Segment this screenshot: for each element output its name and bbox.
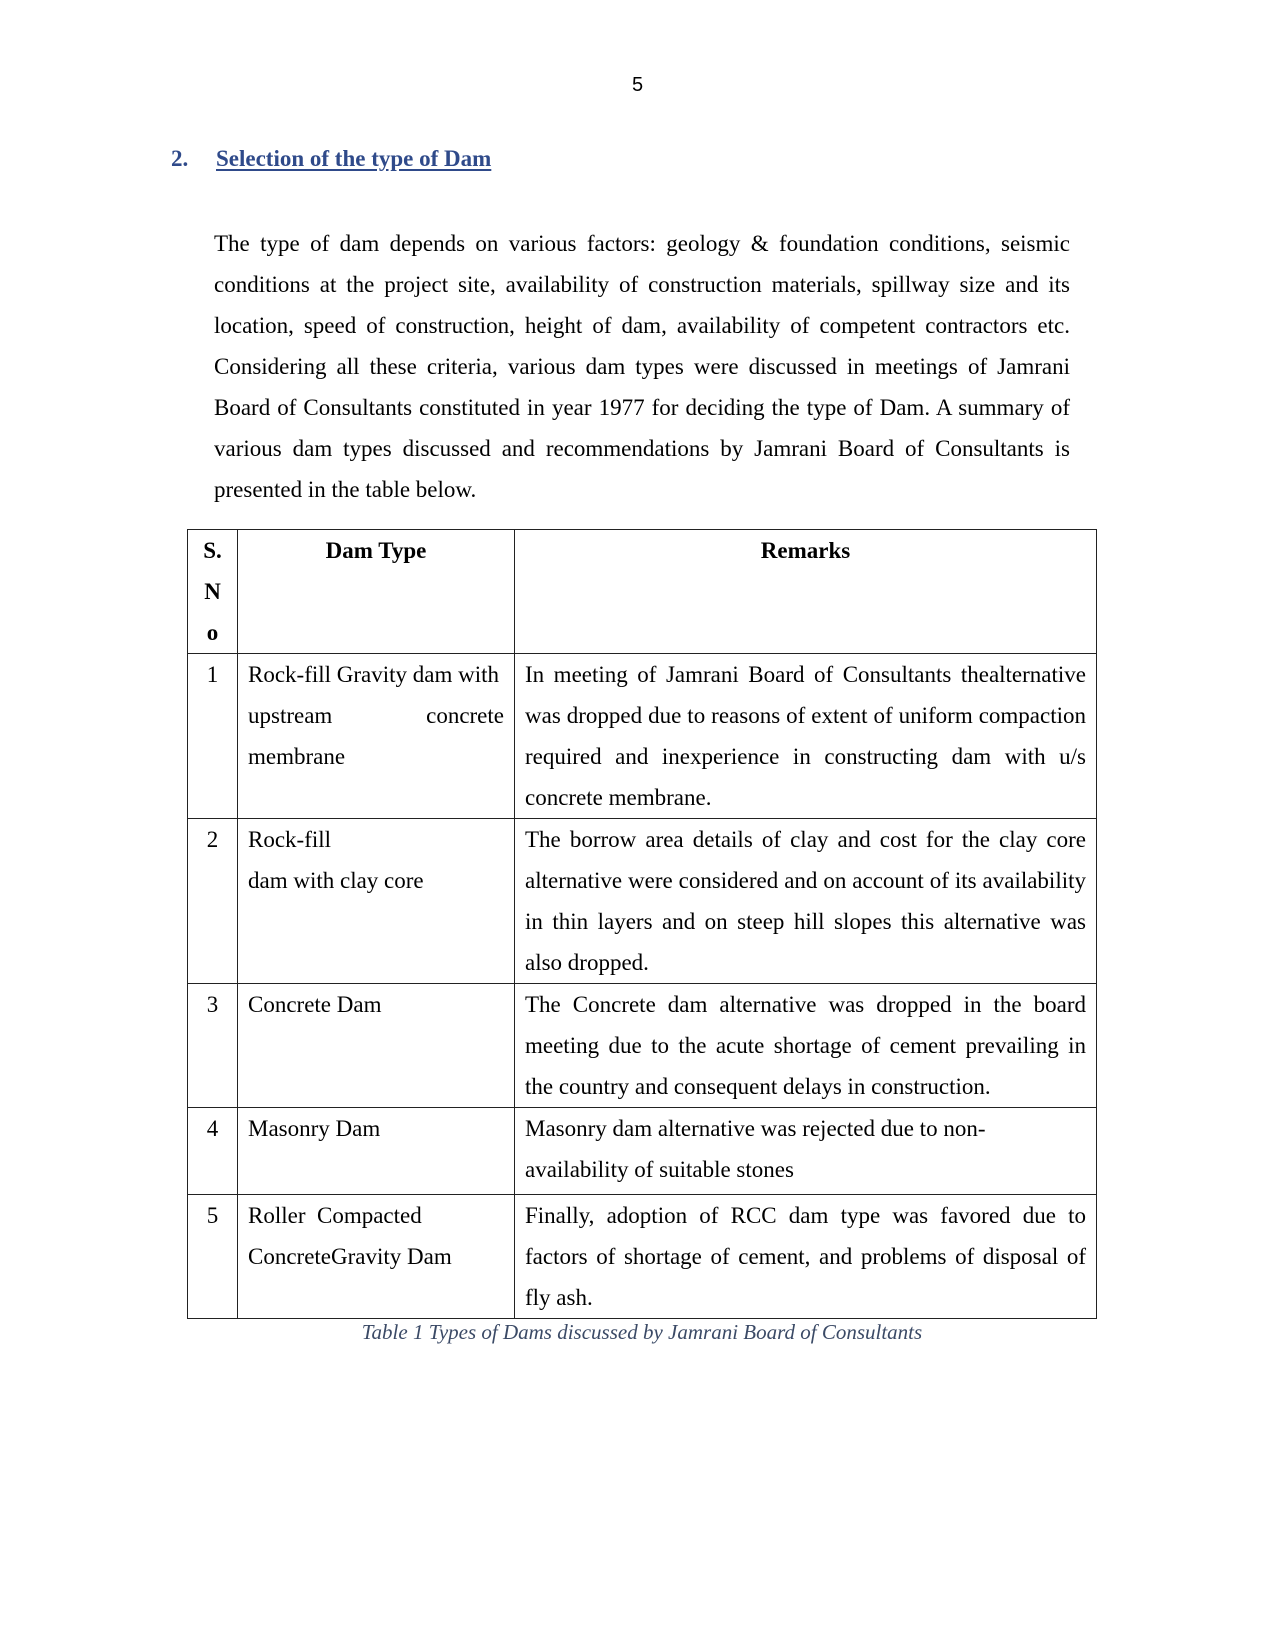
- header-sno-line: S.: [203, 538, 222, 563]
- table-row: [188, 1108, 1097, 1195]
- table-row: [188, 1195, 1097, 1319]
- row-remarks: The borrow area details of clay and cost for the clay core alternative were considered and on account of its availability in thin layers and on steep hill slopes this alternative was also dropped.: [515, 819, 1097, 984]
- row-sno: 4: [188, 1108, 238, 1195]
- dam-type-line: [248, 695, 504, 736]
- row-remarks: [515, 1108, 1097, 1195]
- dam-type-word: upstream: [248, 703, 333, 728]
- dam-type-line: Rock-fill: [248, 827, 332, 852]
- remarks-line: Masonry dam alternative was rejected due to non-: [525, 1116, 986, 1141]
- dam-type-line: Rock-fill Gravity dam with: [248, 662, 500, 687]
- intro-paragraph: The type of dam depends on various factors: geology & foundation conditions, seismic conditions at the project site, availability of construction materials, spillway size and its location, speed of construction, height of dam, availability of competent contractors etc. Considering all these criteria, various dam types were discussed in meetings of Jamrani Board of Consultants constituted in year 1977 for deciding the type of Dam. A summary of various dam types discussed and recommendations by Jamrani Board of Consultants is presented in the table below.: [214, 231, 1070, 502]
- dam-type-line: Roller Compacted: [248, 1203, 422, 1228]
- row-dam-type: [238, 654, 515, 819]
- header-sno-line: o: [206, 620, 219, 645]
- dam-type-line: Concrete Dam: [248, 992, 382, 1017]
- dam-type-line: ConcreteGravity Dam: [248, 1244, 452, 1269]
- row-sno: 2: [188, 819, 238, 984]
- dam-type-line: Masonry Dam: [248, 1116, 381, 1141]
- dam-types-table: [187, 529, 1097, 1319]
- page-number: 5: [631, 74, 644, 96]
- header-remarks: Remarks: [515, 530, 1097, 654]
- dam-type-word: concrete: [426, 703, 504, 728]
- table-caption: Table 1 Types of Dams discussed by Jamrani Board of Consultants: [361, 1320, 923, 1344]
- row-dam-type: [238, 1108, 515, 1195]
- header-sno-line: N: [204, 579, 221, 604]
- row-remarks: The Concrete dam alternative was dropped in the board meeting due to the acute shortage of cement prevailing in the country and consequent delays in construction.: [515, 984, 1097, 1108]
- table-header-row: [188, 530, 1097, 654]
- section-title: Selection of the type of Dam: [216, 146, 492, 171]
- header-dam-type: Dam Type: [238, 530, 515, 654]
- row-dam-type: [238, 984, 515, 1108]
- remarks-line: availability of suitable stones: [525, 1157, 794, 1182]
- section-number: 2.: [171, 146, 189, 171]
- table-row: [188, 654, 1097, 819]
- dam-type-line: membrane: [248, 744, 346, 769]
- section-heading: [171, 146, 491, 172]
- row-sno: 3: [188, 984, 238, 1108]
- table-row: [188, 984, 1097, 1108]
- header-sno: [188, 530, 238, 654]
- row-remarks: In meeting of Jamrani Board of Consultants thealternative was dropped due to reasons of extent of uniform compaction required and inexperience in constructing dam with u/s concrete membrane.: [515, 654, 1097, 819]
- row-dam-type: [238, 1195, 515, 1319]
- row-sno: 5: [188, 1195, 238, 1319]
- row-dam-type: [238, 819, 515, 984]
- dam-type-line: dam with clay core: [248, 868, 424, 893]
- row-remarks: Finally, adoption of RCC dam type was favored due to factors of shortage of cement, and problems of disposal of fly ash.: [515, 1195, 1097, 1319]
- row-sno: 1: [188, 654, 238, 819]
- table-row: [188, 819, 1097, 984]
